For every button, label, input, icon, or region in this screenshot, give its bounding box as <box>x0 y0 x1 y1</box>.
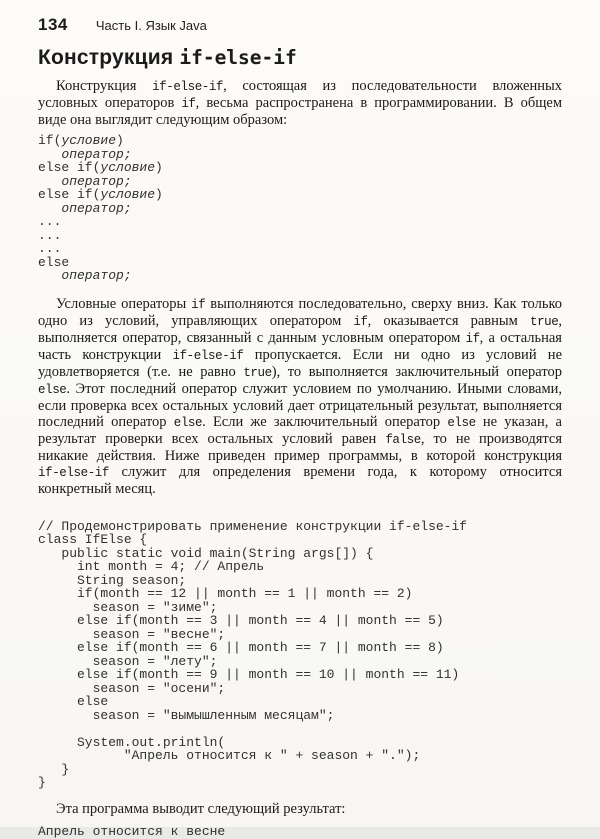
section-heading: Конструкция if-else-if <box>38 46 297 69</box>
page-header <box>38 15 562 35</box>
running-title: Часть I. Язык Java <box>95 18 207 33</box>
program-output: Апрель относится к весне <box>38 823 226 839</box>
intro-paragraph: Конструкция if-else-if, состоящая из последовательности вложенных условных операторов if, весьма распространена в программировании. В общем виде она выглядит следующим образом: <box>38 78 562 128</box>
page-number: 134 <box>38 15 68 34</box>
body-paragraph: Условные операторы if выполняются последовательно, сверху вниз. Как только одно из условий, управляющих оператором if, оказывается равным true, выполняется оператор, связанный с данным условным оператором if, а остальная часть конструкции if-else-if пропускается. Если ни одно из условий не удовлетворяется (т.е. не равно true), то выполняется заключительный оператор else. Этот последний оператор служит условием по умолчанию. Иными словами, если проверка всех остальных условий дает отрицательный результат, выполняется последний оператор else. Если же заключительный оператор else не указан, а результат проверки всех остальных условий равен false, то не производятся никакие действия. Ниже приведен пример программы, в которой конструкция if-else-if служит для определения времени года, к которому относится конкретный месяц. <box>38 295 563 497</box>
program-listing: // Продемонстрировать применение конструкции if-else-if class IfElse { public static void main(String args[]) { int month = 4; // Апрель String season; if(month == 12 || month == 1 || month == 2) season = "зиме"; else if(month == 3 || month == 4 || month == 5) season = "весне"; else if(month == 6 || month == 7 || month == 8) season = "лету"; else if(month == 9 || month == 10 || month == 11) season = "осени"; else season = "вымышленным месяцам"; System.out.println( "Апрель относится к " + season + "."); } } <box>38 518 468 790</box>
syntax-code-block: if(условие) оператор; else if(условие) оператор; else if(условие) оператор; ... ... ... else оператор; <box>38 133 163 283</box>
result-intro-paragraph: Эта программа выводит следующий результат: <box>56 800 346 817</box>
